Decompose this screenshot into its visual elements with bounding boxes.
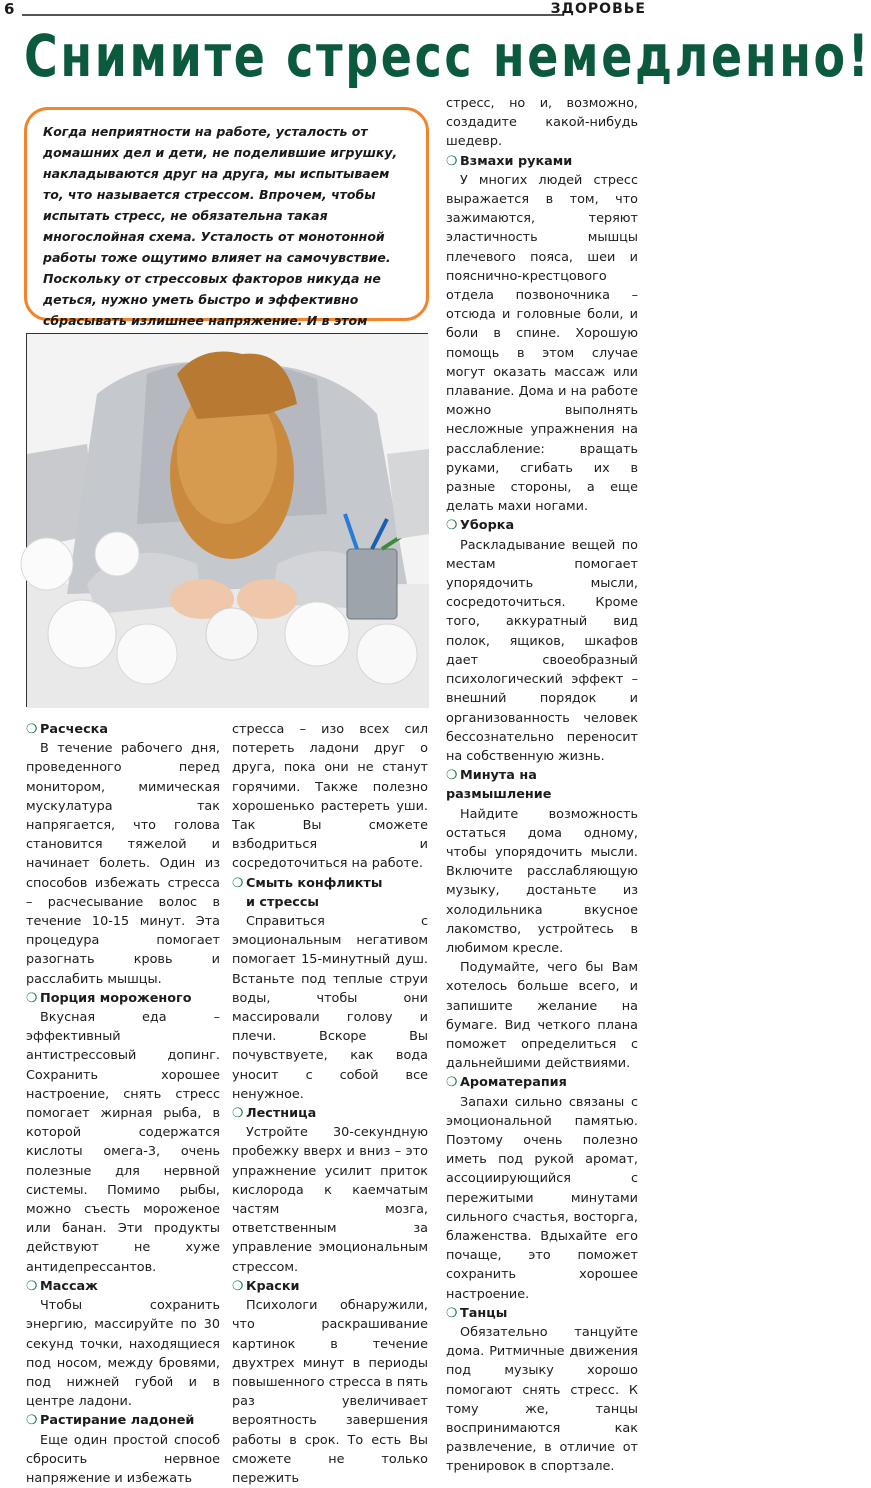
section-text: Обязательно танцуйте дома. Ритмичные движения под музыку хорошо помогают снять стресс. К тому же, танцы воспринимаются как развлечение, в отличие от тренировок в спортзале. (446, 1325, 638, 1475)
section-heading: ❍ Лестница (232, 1104, 428, 1123)
section-text: Психологи обнаружили, что раскрашивание картинок в течение двухтрех минут в периоды повышенного стресса в пять раз увеличивает вероятность завершения работы в срок. То есть Вы сможете не только пережить (232, 1298, 428, 1486)
header-rule (22, 14, 564, 16)
bullet-icon: ❍ (446, 518, 458, 534)
section-text: У многих людей стресс выражается в том, что зажимаются, теряют эластичность мышцы плечевого пояса, шеи и пояснично-крестцового отдела позвоночника – отсюда и головные боли, и боли в спине. Хорошую помощь в этом случае могут оказать массаж или плавание. Дома и на работе можно выполнять несложные упражнения на расслабление: вращать руками, сгибать их в разные стороны, а еще делать махи ногами. (446, 172, 638, 515)
section-text: Устройте 30-секундную пробежку вверх и вниз – это упражнение усилит приток кислорода к каемчатым частям мозга, ответственным за управление эмоциональным стрессом. (232, 1125, 428, 1275)
section-text-continued: стресс, но и, возможно, создадите какой-нибудь шедевр. (446, 96, 638, 150)
bullet-icon: ❍ (26, 722, 38, 737)
section-heading: ❍ Смыть конфликты (232, 874, 428, 893)
section-heading: ❍ Порция мороженого (26, 989, 220, 1008)
page-number: 6 (4, 0, 15, 18)
bullet-icon: ❍ (26, 1413, 38, 1429)
article-title: Снимите стресс немедленно! (24, 22, 871, 90)
section-heading: ❍ Расческа (26, 720, 220, 739)
lead-paragraph: Когда неприятности на работе, усталость от домашних дел и дети, не поделившие игрушку, накладываются друг на друга, мы испытываем то, что называется стрессом. Впрочем, чтобы испытать стресс, не обязательна такая многослойная схема. Усталость от монотонной работы тоже ощутимо влияет на самочувствие. Поскольку от стрессовых факторов никуда не деться, нужно уметь быстро и эффективно сбрасывать излишнее напряжение. И в этом (24, 107, 429, 321)
section-heading: ❍ Краски (232, 1277, 428, 1296)
section-heading-line2: и стрессы (246, 894, 320, 910)
section-text: Чтобы сохранить энергию, массируйте по 30 секунд точки, находящиеся под носом, между бровями, под нижней губой и в центре ладони. (26, 1298, 220, 1410)
section-text-continued: стресса – изо всех сил потереть ладони друг о друга, пока они не станут горячими. Также полезно хорошенько растереть уши. Так Вы сможете взбодриться и сосредоточиться на работе. (232, 722, 428, 872)
section-text: Запахи сильно связаны с эмоциональной памятью. Поэтому очень полезно иметь под рукой аромат, ассоциирующийся с пережитыми минутами сильного счастья, восторга, блаженства. Вдыхайте его почаще, это поможет сохранить хорошее настроение. (446, 1094, 638, 1302)
section-heading: ❍ Минута на размышление (446, 768, 552, 803)
bullet-icon: ❍ (232, 875, 244, 891)
column-2 (232, 720, 428, 1488)
section-text: Еще один простой способ сбросить нервное напряжение и избежать (26, 1432, 220, 1486)
article-photo (26, 333, 428, 707)
bullet-icon: ❍ (26, 990, 38, 1006)
bullet-icon: ❍ (26, 1278, 38, 1294)
column-1 (26, 720, 220, 1488)
section-heading: ❍ Ароматерапия (446, 1073, 638, 1092)
bullet-icon: ❍ (446, 1305, 458, 1321)
section-heading: ❍ Массаж (26, 1277, 220, 1296)
section-heading: ❍ Уборка (446, 516, 638, 535)
section-name: ЗДОРОВЬЕ (550, 1, 646, 17)
bullet-icon: ❍ (446, 1075, 458, 1091)
bullet-icon: ❍ (446, 768, 458, 784)
section-text: Найдите возможность остаться дома одному, чтобы упорядочить мысли. Включите расслабляющую музыку, достаньте из холодильника вкусное лакомство, устройтесь в любимом кресле. (446, 806, 638, 956)
section-text: В течение рабочего дня, проведенного перед монитором, мимическая мускулатура так напрягается, что голова становится тяжелой и начинает болеть. Один из способов избежать стресса – расчесывание волос в течение 10-15 минут. Эта процедура помогает разогнать кровь и расслабить мышцы. (26, 741, 220, 987)
bullet-icon: ❍ (232, 1278, 244, 1294)
section-heading: ❍ Взмахи руками (446, 152, 638, 171)
column-3 (446, 94, 638, 1477)
section-text: Подумайте, чего бы Вам хотелось больше всего, и запишите желание на бумаге. Вид четкого плана поможет определиться с дальнейшими действиями. (446, 960, 638, 1072)
section-text: Вкусная еда – эффективный антистрессовый допинг. Сохранить хорошее настроение, снять стресс помогает жирная рыба, в которой содержатся кислоты омега-3, очень полезные для нервной системы. Помимо рыбы, можно съесть мороженое или банан. Эти продукты действуют не хуже антидепрессантов. (26, 1010, 220, 1275)
stressed-woman-illustration (27, 334, 429, 708)
section-heading: ❍ Растирание ладоней (26, 1411, 220, 1430)
bullet-icon: ❍ (446, 153, 458, 169)
section-text: Раскладывание вещей по местам помогает упорядочить мысли, сосредоточиться. Кроме того, аккуратный вид полок, ящиков, шкафов дает своеобразный психологический эффект – внешний порядок и организованность человек бессознательно переносит на собственную жизнь. (446, 537, 638, 764)
bullet-icon: ❍ (232, 1106, 244, 1122)
section-heading: ❍ Танцы (446, 1304, 638, 1323)
section-text: Справиться с эмоциональным негативом помогает 15-минутный душ. Встаньте под теплые струи воды, чтобы они массировали голову и плечи. Вскоре Вы почувствуете, как вода уносит с собой все ненужное. (232, 914, 428, 1102)
